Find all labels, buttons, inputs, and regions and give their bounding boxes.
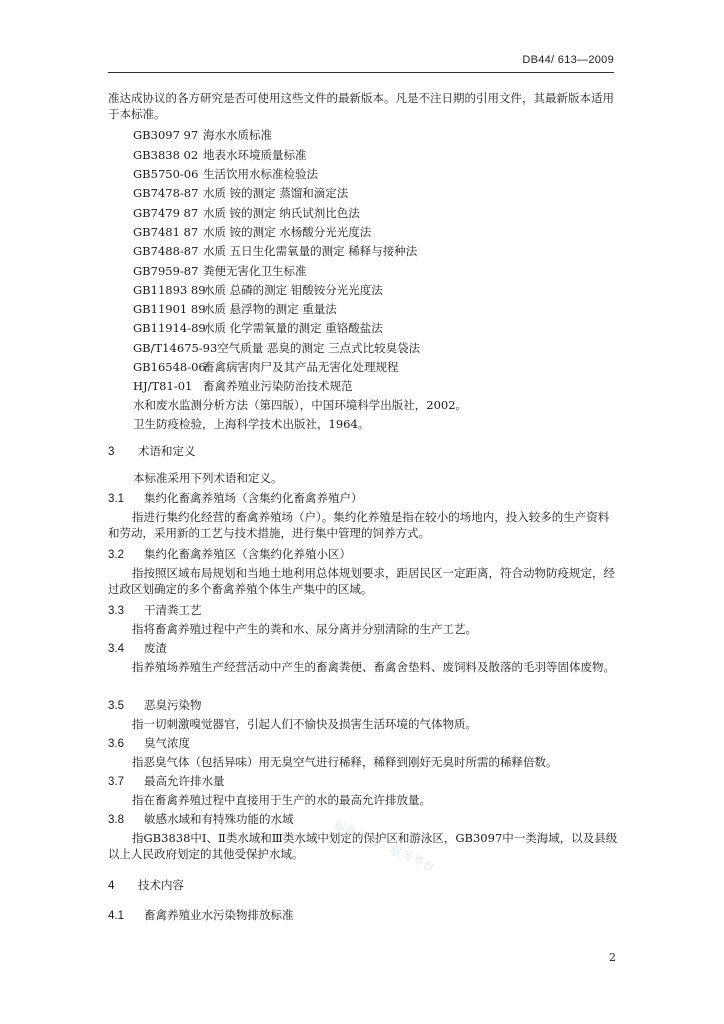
reference-item: GB7479 87 水质 铵的测定 纳氏试剂比色法 <box>133 206 360 220</box>
reference-other: 水和废水监测分析方法（第四版），中国环境科学出版社，2002。 <box>133 398 468 412</box>
term-definition: 指恶臭气体（包括异味）用无臭空气进行稀释，稀释到刚好无臭时所需的稀释倍数。 <box>132 755 558 769</box>
section-heading: 3 术语和定义 <box>108 446 196 458</box>
term-definition: 指GB3838中Ⅰ、Ⅱ类水域和Ⅲ类水域中划定的保护区和游泳区，GB3097中一类海域，以及县级以上人民政府划定的其他受保护水域。 <box>108 831 618 861</box>
reference-item: GB11901 89水质 悬浮物的测定 重量法 <box>133 302 337 316</box>
term-heading: 3.2 集约化畜禽养殖区（含集约化养殖小区） <box>108 549 351 561</box>
term-heading: 3.6 臭气浓度 <box>108 738 190 750</box>
reference-item: GB5750-06 生活饮用水标准检验法 <box>133 167 318 181</box>
term-heading: 3.8 敏感水域和有特殊功能的水域 <box>108 814 294 826</box>
section-lead: 本标准采用下列术语和定义。 <box>133 471 283 485</box>
term-definition: 指在畜禽养殖过程中直接用于生产的水的最高允许排放量。 <box>132 793 431 807</box>
reference-item: GB3097 97 海水水质标准 <box>133 128 272 142</box>
header-rule <box>108 72 614 73</box>
term-heading: 3.1 集约化畜禽养殖场（含集约化畜禽养殖户） <box>108 493 363 505</box>
reference-item: GB3838 02 地表水环境质量标准 <box>133 148 307 162</box>
term-definition: 指进行集约化经营的畜禽养殖场（户）。集约化养殖是指在较小的场地内，投入较多的生产资料和劳动，采用新的工艺与技术措施，进行集中管理的饲养方式。 <box>108 510 610 540</box>
term-definition: 指按照区域布局规划和当地土地利用总体规划要求，距居民区一定距离，符合动物防疫规定，经过政区划确定的多个畜禽养殖个体生产集中的区域。 <box>108 566 615 596</box>
reference-item: GB7478-87 水质 铵的测定 蒸馏和滴定法 <box>133 186 349 200</box>
reference-item: GB11914-89水质 化学需氧量的测定 重铬酸盐法 <box>133 321 383 335</box>
term-definition: 指一切刺激嗅觉器官，引起人们不愉快及损害生活环境的气体物质。 <box>132 717 477 731</box>
term-heading: 3.5 恶臭污染物 <box>108 700 202 712</box>
reference-item: GB7959-87 粪便无害化卫生标准 <box>133 264 307 278</box>
term-heading: 3.3 干清粪工艺 <box>108 605 202 617</box>
term-heading: 3.4 废渣 <box>108 643 167 655</box>
term-heading: 3.7 最高允许排水量 <box>108 776 225 788</box>
subsection-heading: 4.1 畜禽养殖业水污染物排放标准 <box>108 910 294 922</box>
page-number: 2 <box>609 951 616 964</box>
term-definition: 指将畜禽养殖过程中产生的粪和水、尿分离并分别清除的生产工艺。 <box>132 622 477 636</box>
reference-item: GB/T14675-93空气质量 恶臭的测定 三点式比较臭袋法 <box>133 341 421 355</box>
intro-paragraph: 准达成协议的各方研究是否可使用这些文件的最新版本。凡是不注日期的引用文件，其最新版本适用于本标准。 <box>108 91 614 121</box>
reference-item: GB16548-06畜禽病害肉尸及其产品无害化处理规程 <box>133 360 399 374</box>
reference-item: GB7488-87 水质 五日生化需氧量的测定 稀释与接种法 <box>133 244 418 258</box>
standard-code-header: DB44/ 613—2009 <box>522 54 614 66</box>
reference-other: 卫生防疫检验，上海科学技术出版社，1964。 <box>133 417 370 431</box>
reference-item: HJ/T81-01 畜禽养殖业污染防治技术规范 <box>133 379 353 393</box>
reference-item: GB7481 87 水质 铵的测定 水杨酸分光光度法 <box>133 225 372 239</box>
section-heading: 4 技术内容 <box>108 880 184 892</box>
term-definition: 指养殖场养殖生产经营活动中产生的畜禽粪便、畜禽舍垫料、废饲料及散落的毛羽等固体废物。 <box>132 660 615 674</box>
watermark-text: 标准下载 · 服务平台 <box>331 818 438 875</box>
reference-item: GB11893 89水质 总磷的测定 钼酸铵分光光度法 <box>133 283 383 297</box>
